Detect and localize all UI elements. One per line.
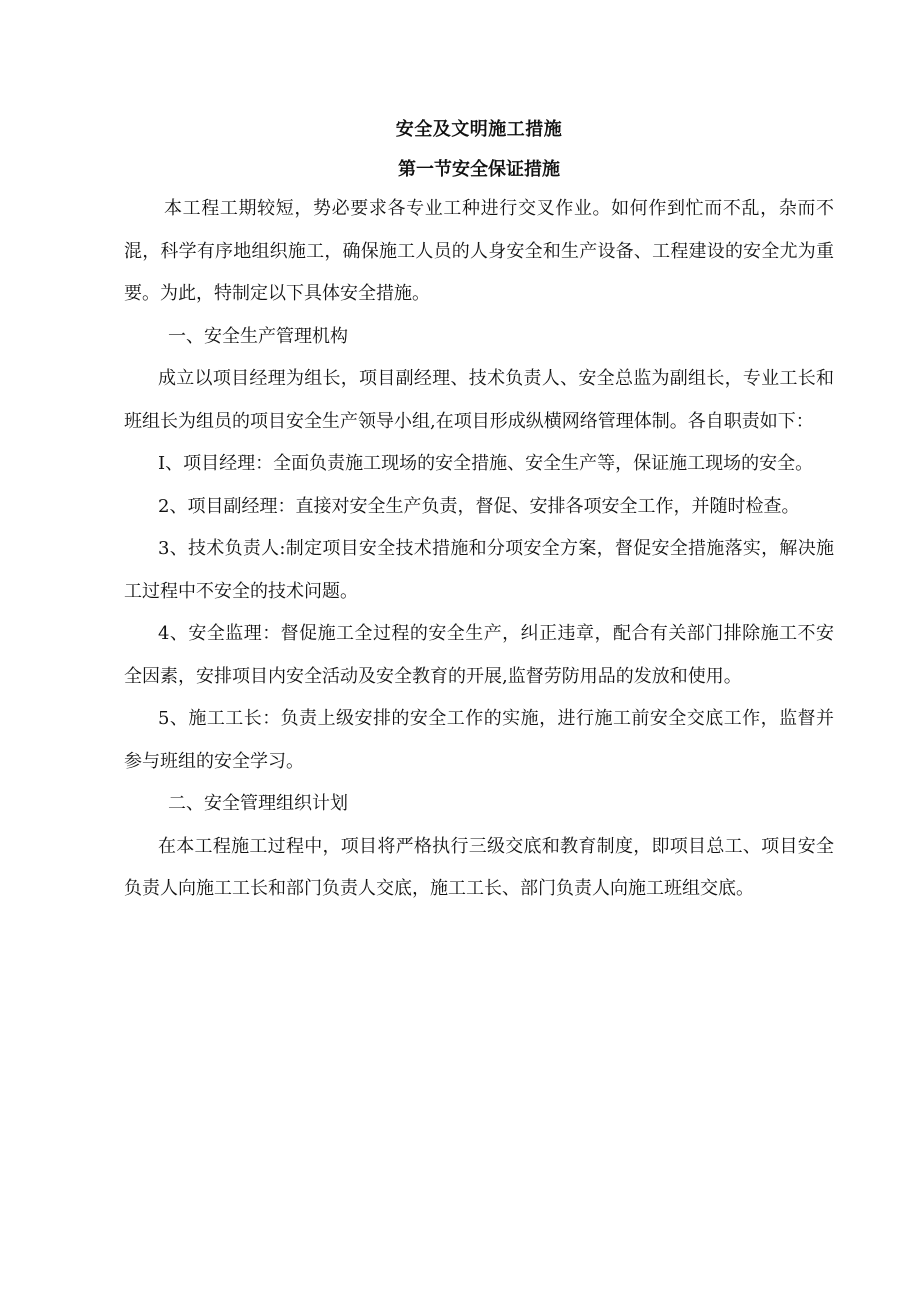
heading-organization-plan: 二、安全管理组织计划	[168, 793, 348, 814]
document-body	[124, 112, 834, 911]
intro-paragraph: 本工程工期较短，势必要求各专业工种进行交叉作业。如何作到忙而不乱，杂而不混，科学有序地组织施工，确保施工人员的人身安全和生产设备、工程建设的安全尤为重要。为此，特制定以下具体安全措施。	[124, 198, 834, 304]
duty-item-safety-supervisor: 4、安全监理：督促施工全过程的安全生产，纠正违章，配合有关部门排除施工不安全因素，安排项目内安全活动及安全教育的开展,监督劳防用品的发放和使用。	[124, 623, 834, 687]
duty-item-foreman: 5、施工工长：负责上级安排的安全工作的实施，进行施工前安全交底工作，监督并参与班组的安全学习。	[124, 708, 834, 772]
heading-management-organization: 一、安全生产管理机构	[168, 325, 348, 347]
duty-item-project-manager: I、项目经理：全面负责施工现场的安全措施、安全生产等，保证施工现场的安全。	[158, 453, 814, 474]
management-organization-paragraph: 成立以项目经理为组长，项目副经理、技术负责人、安全总监为副组长，专业工长和班组长为组员的项目安全生产领导小组,在项目形成纵横网络管理体制。各自职责如下：	[124, 368, 834, 432]
duty-item-deputy-manager: 2、项目副经理：直接对安全生产负责，督促、安排各项安全工作，并随时检查。	[158, 495, 800, 517]
organization-plan-paragraph: 在本工程施工过程中，项目将严格执行三级交底和教育制度，即项目总工、项目安全负责人向施工工长和部门负责人交底，施工工长、部门负责人向施工班组交底。	[124, 835, 834, 899]
document-title: 安全及文明施工措施	[395, 119, 563, 140]
section-title: 第一节安全保证措施	[398, 159, 560, 180]
duty-item-technical-lead: 3、技术负责人:制定项目安全技术措施和分项安全方案，督促安全措施落实，解决施工过程中不安全的技术问题。	[124, 538, 834, 602]
